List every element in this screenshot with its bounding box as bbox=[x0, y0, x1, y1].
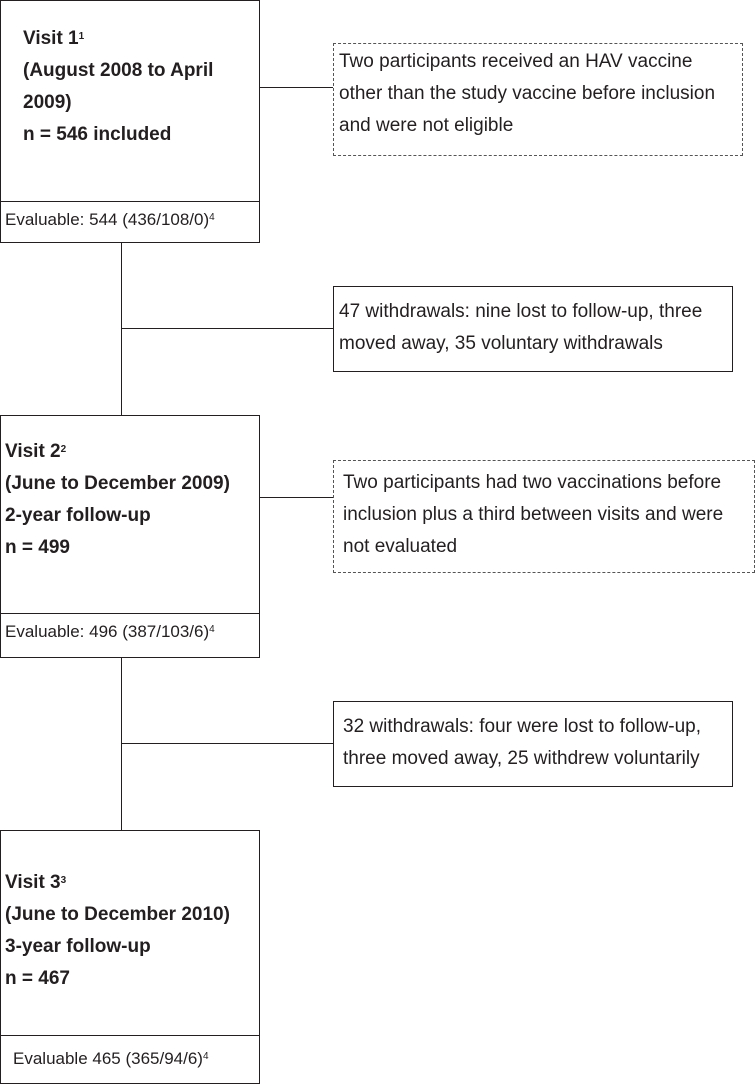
withdrawals2-line1: 32 withdrawals: four were lost to follow-up, bbox=[343, 716, 701, 737]
withdrawals1-box bbox=[333, 286, 733, 372]
visit3-count: n = 467 bbox=[5, 968, 70, 989]
connector-visit1-to-note1 bbox=[259, 87, 333, 88]
ineligible-note-line3: and were not eligible bbox=[339, 115, 514, 136]
connector-visit1-to-visit2 bbox=[121, 242, 122, 416]
visit1-period-line1: (August 2008 to April bbox=[23, 60, 214, 81]
not-evaluated-note-line3: not evaluated bbox=[343, 536, 458, 557]
withdrawals1-line1: 47 withdrawals: nine lost to follow-up, three bbox=[339, 301, 703, 322]
visit1-box bbox=[0, 0, 260, 243]
visit3-box bbox=[0, 830, 260, 1084]
visit1-period-line2: 2009) bbox=[23, 92, 72, 113]
connector-visit2-to-visit3 bbox=[121, 657, 122, 831]
visit2-title: Visit $2^2$ bbox=[5, 441, 67, 462]
visit1-count: n = 546 included bbox=[23, 124, 172, 145]
not-evaluated-note-line2: inclusion plus a third between visits and were bbox=[343, 504, 724, 525]
ineligible-note-line1: Two participants received an HAV vaccine bbox=[339, 51, 693, 72]
visit3-title: Visit $3^3$ bbox=[5, 872, 67, 893]
visit2-period: (June to December 2009) bbox=[5, 473, 230, 494]
visit1-evaluable: Evaluable: 544 $(436/108/0)^4$ bbox=[1, 201, 259, 242]
visit2-followup: 2-year follow-up bbox=[5, 505, 151, 526]
visit3-followup: 3-year follow-up bbox=[5, 936, 151, 957]
visit2-count: n = 499 bbox=[5, 537, 70, 558]
withdrawals1-line2: moved away, 35 voluntary withdrawals bbox=[339, 333, 663, 354]
visit3-evaluable: Evaluable 465 $(365/94/6)^4$ bbox=[1, 1035, 259, 1083]
not-evaluated-note-line1: Two participants had two vaccinations before bbox=[343, 472, 722, 493]
visit1-title: Visit $1^1$ bbox=[23, 28, 85, 49]
visit3-period: (June to December 2010) bbox=[5, 904, 230, 925]
visit2-box bbox=[0, 415, 260, 658]
connector-to-withdraw1 bbox=[121, 328, 333, 329]
connector-visit2-to-note2 bbox=[259, 497, 333, 498]
ineligible-note-box bbox=[333, 43, 743, 156]
withdrawals2-box bbox=[333, 701, 733, 787]
visit2-evaluable: Evaluable: 496 $(387/103/6)^4$ bbox=[1, 613, 259, 657]
not-evaluated-note-box bbox=[333, 460, 755, 573]
withdrawals2-line2: three moved away, 25 withdrew voluntarily bbox=[343, 748, 700, 769]
ineligible-note-line2: other than the study vaccine before inclusion bbox=[339, 83, 716, 104]
connector-to-withdraw2 bbox=[121, 743, 333, 744]
